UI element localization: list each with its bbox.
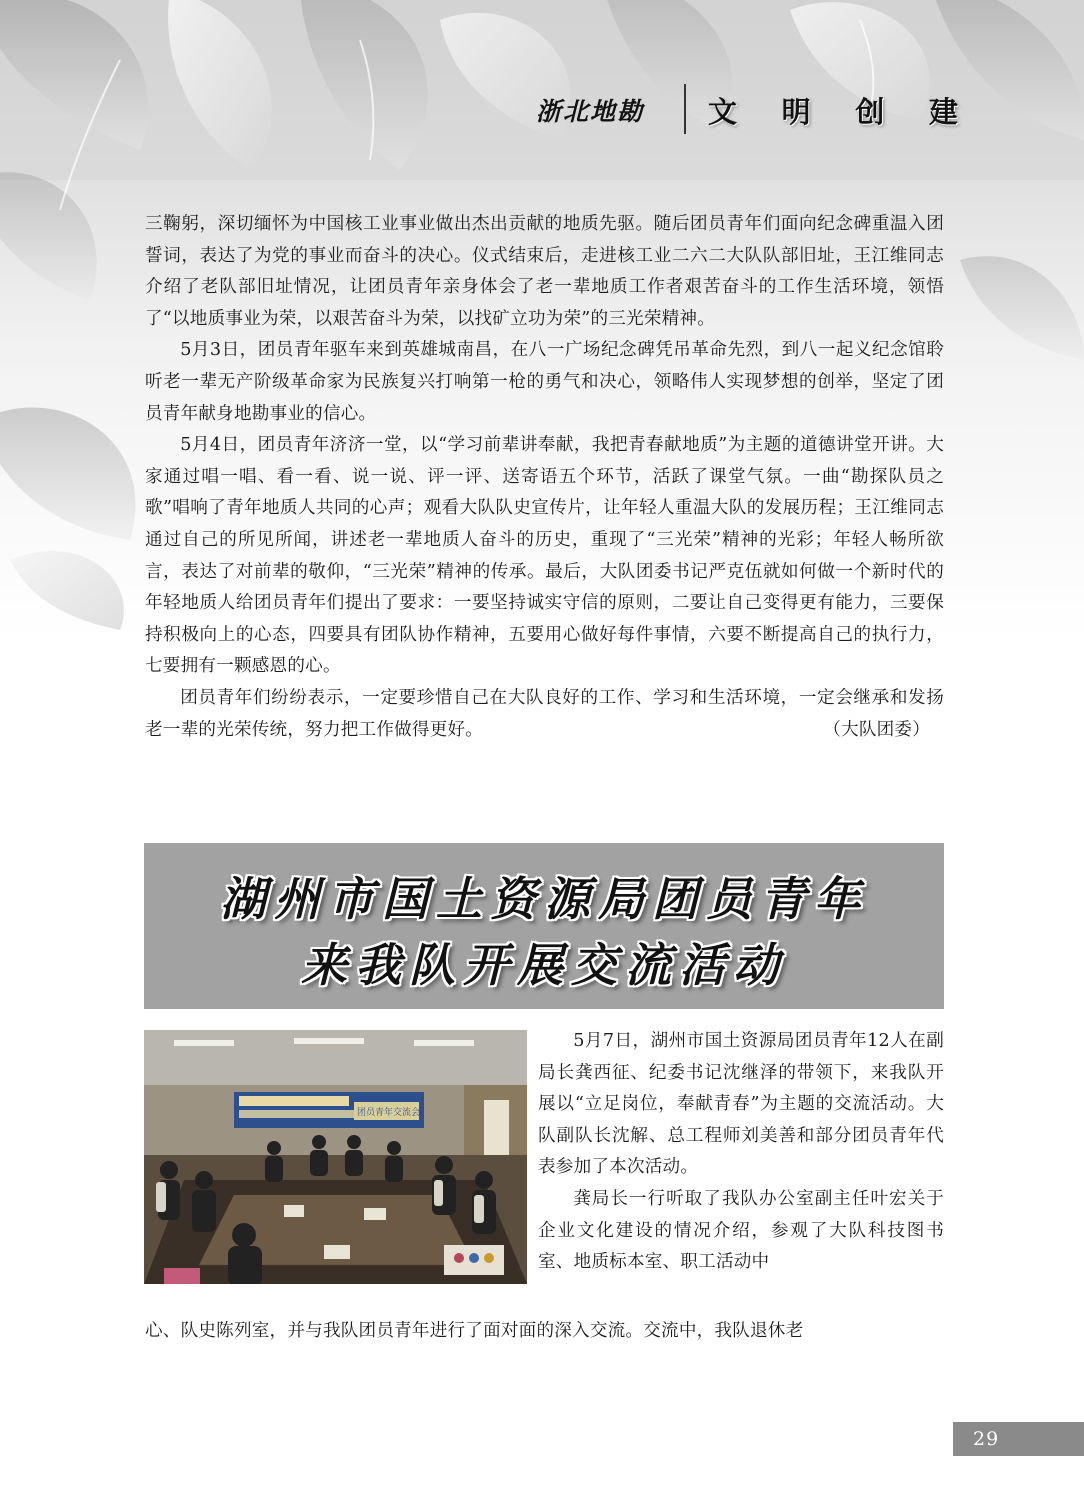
article-paragraph: 心、队史陈列室，并与我队团员青年进行了面对面的深入交流。交流中，我队退休老	[145, 1321, 804, 1341]
section-char: 建	[928, 95, 958, 129]
article-paragraph: 5月7日，湖州市国土资源局团员青年12人在副局长龚西征、纪委书记沈继泽的带领下，来我队开展以“立足岗位，奉献青春”为主题的交流活动。大队副队长沈解、总工程师刘美善和部分团员青年代表参加了本次活动。	[538, 1031, 944, 1178]
headline-line-1: 湖州市国土资源局团员青年	[220, 872, 868, 926]
section-char: 文	[708, 95, 738, 129]
magazine-name: 浙北地勘	[536, 97, 645, 126]
article-paragraph: 5月3日，团员青年驱车来到英雄城南昌，在八一广场纪念碑凭吊革命先烈，到八一起义纪念馆聆听老一辈无产阶级革命家为民族复兴打响第一枪的勇气和决心，领略伟人实现梦想的创举，坚定了团员青年献身地勘事业的信心。	[145, 340, 944, 424]
page-number: 29	[953, 1422, 1084, 1456]
headline-line-2: 来我队开展交流活动	[301, 938, 787, 992]
meeting-photo	[144, 1030, 527, 1284]
article-paragraph: 龚局长一行听取了我队办公室副主任叶宏关于企业文化建设的情况介绍，参观了大队科技图书室、地质标本室、职工活动中	[538, 1188, 944, 1273]
article-1-body	[145, 209, 944, 746]
article-paragraph: 5月4日，团员青年济济一堂，以“学习前辈讲奉献，我把青春献地质”为主题的道德讲堂开讲。大家通过唱一唱、看一看、说一说、评一评、送寄语五个环节，活跃了课堂气氛。一曲“勘探队员之歌”唱响了青年地质人共同的心声；观看大队队史宣传片，让年轻人重温大队的发展历程；王江维同志通过自己的所见所闻，讲述老一辈地质人奋斗的历史，重现了“三光荣”精神的光彩；年轻人畅所欲言，表达了对前辈的敬仰，“三光荣”精神的传承。最后，大队团委书记严克伍就如何做一个新时代的年轻地质人给团员青年们提出了要求：一要坚持诚实守信的原则，二要让自己变得更有能力，三要保持积极向上的心态，四要具有团队协作精神，五要用心做好每件事情，六要不断提高自己的执行力，七要拥有一颗感恩的心。	[145, 435, 944, 677]
article-paragraph: 三鞠躬，深切缅怀为中国核工业事业做出杰出贡献的地质先驱。随后团员青年们面向纪念碑重温入团誓词，表达了为党的事业而奋斗的决心。仪式结束后，走进核工业二六二大队队部旧址，王江维同志介绍了老队部旧址情况，让团员青年亲身体会了老一辈地质工作者艰苦奋斗的工作生活环境，领悟了“以地质事业为荣，以艰苦奋斗为荣，以找矿立功为荣”的三光荣精神。	[145, 214, 944, 329]
article-paragraph: 团员青年们纷纷表示，一定要珍惜自己在大队良好的工作、学习和生活环境，一定会继承和发扬老一辈的光荣传统，努力把工作做得更好。	[145, 687, 944, 740]
photo-banner-text: 团员青年交流会	[357, 1108, 421, 1118]
article-2-headline-band	[144, 843, 944, 1009]
section-char: 创	[855, 95, 885, 129]
article-signature: （大队团委）	[823, 719, 930, 740]
article-2-column-text	[538, 1026, 944, 1279]
section-title	[708, 90, 958, 131]
section-char: 明	[781, 95, 811, 129]
article-closing-paragraph	[145, 683, 944, 746]
article-2-continuation	[145, 1316, 944, 1348]
header-divider	[684, 84, 686, 134]
